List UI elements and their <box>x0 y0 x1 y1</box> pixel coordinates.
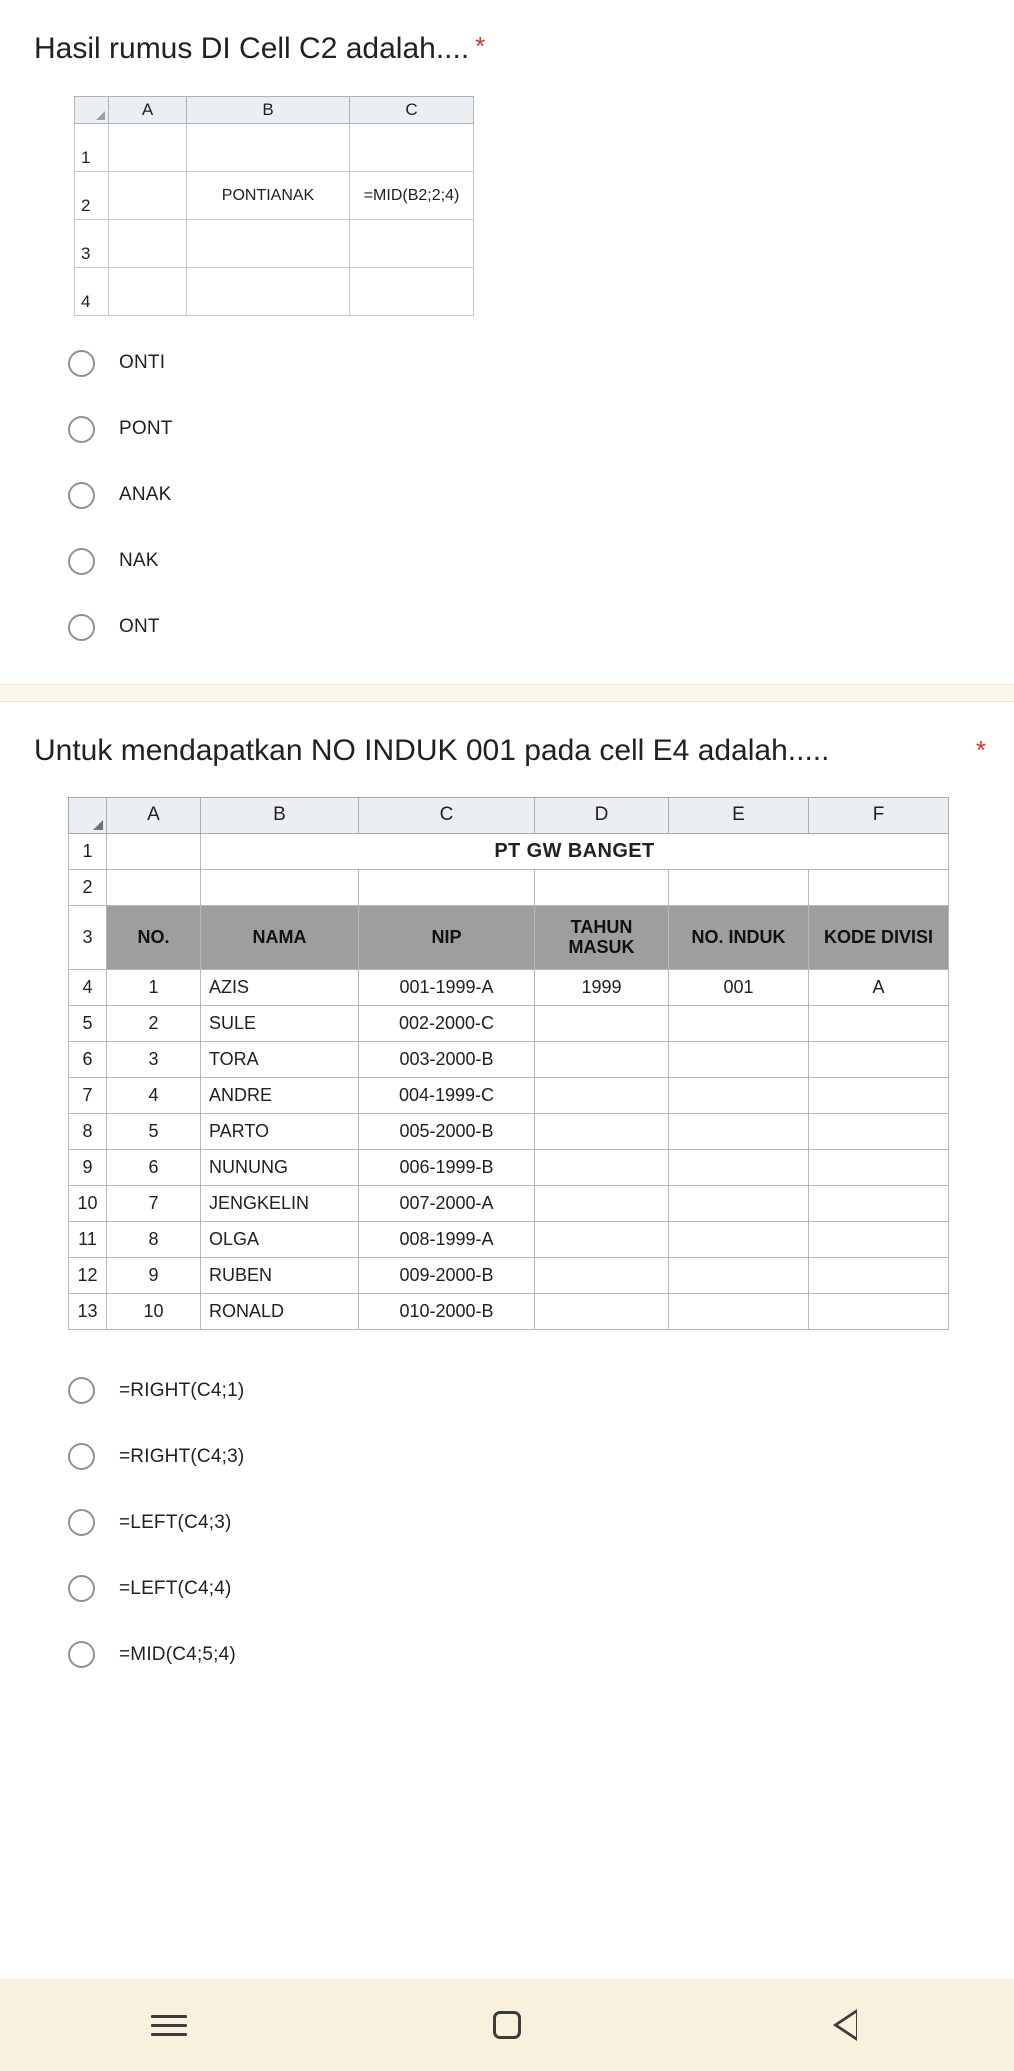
option-q1-1[interactable] <box>34 396 980 462</box>
cell-kode <box>809 1077 949 1113</box>
select-all-corner-icon-2 <box>69 797 107 833</box>
recent-apps-button[interactable] <box>109 1995 229 2055</box>
table-row <box>75 172 474 220</box>
table-row <box>69 1005 949 1041</box>
cell-kode <box>809 1257 949 1293</box>
spreadsheet-image-1 <box>74 96 980 316</box>
cell-d2 <box>535 869 669 905</box>
cell-nip: 004-1999-C <box>359 1077 535 1113</box>
question-card-1 <box>0 0 1014 684</box>
cell-tahun <box>535 1293 669 1329</box>
cell-nama: PARTO <box>201 1113 359 1149</box>
cell-f2 <box>809 869 949 905</box>
cell-nama: JENGKELIN <box>201 1185 359 1221</box>
radio-icon[interactable] <box>68 1377 95 1404</box>
option-q1-0[interactable] <box>34 330 980 396</box>
column-header-c: C <box>350 97 474 124</box>
radio-icon[interactable] <box>68 350 95 377</box>
cell-kode <box>809 1113 949 1149</box>
cell-a2 <box>109 172 187 220</box>
triangle-back-icon[interactable] <box>833 2009 857 2041</box>
cell-kode: A <box>809 969 949 1005</box>
cell-tahun <box>535 1005 669 1041</box>
option-q1-2[interactable] <box>34 462 980 528</box>
row-header-6: 6 <box>69 1041 107 1077</box>
cell-nama: RUBEN <box>201 1257 359 1293</box>
answer-options-1 <box>34 330 980 666</box>
cell-nip: 003-2000-B <box>359 1041 535 1077</box>
table-row <box>69 1221 949 1257</box>
spreadsheet-1-header-row <box>75 97 474 124</box>
row-header-8: 8 <box>69 1113 107 1149</box>
cell-nama: RONALD <box>201 1293 359 1329</box>
option-q1-3[interactable] <box>34 528 980 594</box>
table-row <box>75 124 474 172</box>
option-q2-0[interactable] <box>34 1358 980 1424</box>
question-title-2 <box>34 732 986 770</box>
cell-no: 2 <box>107 1005 201 1041</box>
cell-no: 1 <box>107 969 201 1005</box>
table-row <box>75 220 474 268</box>
cell-kode <box>809 1293 949 1329</box>
navbar-spacer <box>0 1712 1014 1804</box>
column-header-a: A <box>109 97 187 124</box>
spreadsheet-table-2 <box>68 797 949 1330</box>
cell-a1 <box>109 124 187 172</box>
cell-nip: 008-1999-A <box>359 1221 535 1257</box>
cell-nama: OLGA <box>201 1221 359 1257</box>
table-row <box>69 1041 949 1077</box>
cell-nip: 009-2000-B <box>359 1257 535 1293</box>
option-label: =RIGHT(C4;1) <box>119 1379 245 1401</box>
back-button[interactable] <box>785 1995 905 2055</box>
row-header-13: 13 <box>69 1293 107 1329</box>
cell-induk <box>669 1005 809 1041</box>
cell-nip: 005-2000-B <box>359 1113 535 1149</box>
cell-c4 <box>350 268 474 316</box>
cell-b2: PONTIANAK <box>187 172 350 220</box>
cell-tahun <box>535 1257 669 1293</box>
option-q2-3[interactable] <box>34 1556 980 1622</box>
cell-induk <box>669 1257 809 1293</box>
cell-induk <box>669 1149 809 1185</box>
row-header-4: 4 <box>75 268 109 316</box>
cell-kode <box>809 1185 949 1221</box>
cell-b1 <box>187 124 350 172</box>
cell-nip: 001-1999-A <box>359 969 535 1005</box>
select-all-corner-icon <box>75 97 109 124</box>
cell-tahun <box>535 1185 669 1221</box>
option-label: =RIGHT(C4;3) <box>119 1445 245 1467</box>
cell-nama: SULE <box>201 1005 359 1041</box>
option-label: ONT <box>119 616 160 638</box>
cell-no: 3 <box>107 1041 201 1077</box>
radio-icon[interactable] <box>68 1509 95 1536</box>
table-header-row <box>69 905 949 969</box>
column-header-a: A <box>107 797 201 833</box>
row-header-9: 9 <box>69 1149 107 1185</box>
spreadsheet-2-header-row <box>69 797 949 833</box>
header-nip: NIP <box>359 905 535 969</box>
cell-a2 <box>107 869 201 905</box>
row-header-3: 3 <box>69 905 107 969</box>
cell-induk <box>669 1077 809 1113</box>
spreadsheet-clipped-edge <box>68 1330 1014 1344</box>
cell-b2 <box>201 869 359 905</box>
cell-nip: 010-2000-B <box>359 1293 535 1329</box>
cell-c2 <box>359 869 535 905</box>
cell-no: 8 <box>107 1221 201 1257</box>
cell-nama: ANDRE <box>201 1077 359 1113</box>
option-q2-1[interactable] <box>34 1424 980 1490</box>
hamburger-icon[interactable] <box>151 2009 187 2042</box>
cell-kode <box>809 1149 949 1185</box>
cell-kode <box>809 1221 949 1257</box>
cell-induk <box>669 1293 809 1329</box>
cell-no: 5 <box>107 1113 201 1149</box>
cell-nip: 002-2000-C <box>359 1005 535 1041</box>
row-header-11: 11 <box>69 1221 107 1257</box>
question-1-text: Hasil rumus DI Cell C2 adalah.... <box>34 32 470 65</box>
question-card-2 <box>0 702 1014 1711</box>
cell-no: 9 <box>107 1257 201 1293</box>
radio-icon[interactable] <box>68 416 95 443</box>
row-header-2: 2 <box>69 869 107 905</box>
row-header-10: 10 <box>69 1185 107 1221</box>
cell-induk <box>669 1113 809 1149</box>
spreadsheet-table-1 <box>74 96 474 316</box>
radio-icon[interactable] <box>68 614 95 641</box>
row-header-3: 3 <box>75 220 109 268</box>
table-row <box>69 1293 949 1329</box>
option-q1-4[interactable] <box>34 594 980 660</box>
cell-tahun <box>535 1077 669 1113</box>
radio-icon[interactable] <box>68 548 95 575</box>
cell-no: 10 <box>107 1293 201 1329</box>
cell-c3 <box>350 220 474 268</box>
cell-a1 <box>107 833 201 869</box>
cell-nip: 007-2000-A <box>359 1185 535 1221</box>
table-row <box>69 833 949 869</box>
question-divider <box>0 684 1014 702</box>
table-row <box>69 1149 949 1185</box>
cell-nama: TORA <box>201 1041 359 1077</box>
cell-induk: 001 <box>669 969 809 1005</box>
required-asterisk-2: * <box>975 735 986 766</box>
header-tahun-masuk: TAHUN MASUK <box>535 905 669 969</box>
option-q2-4[interactable] <box>34 1622 980 1688</box>
cell-b3 <box>187 220 350 268</box>
header-kode-divisi: KODE DIVISI <box>809 905 949 969</box>
table-row <box>69 1257 949 1293</box>
cell-c1 <box>350 124 474 172</box>
header-no: NO. <box>107 905 201 969</box>
radio-icon[interactable] <box>68 1575 95 1602</box>
cell-tahun <box>535 1041 669 1077</box>
table-row <box>69 969 949 1005</box>
cell-tahun <box>535 1113 669 1149</box>
cell-induk <box>669 1041 809 1077</box>
row-header-1: 1 <box>75 124 109 172</box>
system-navigation-bar <box>0 1979 1014 2071</box>
cell-no: 6 <box>107 1149 201 1185</box>
cell-kode <box>809 1041 949 1077</box>
question-title-1 <box>34 30 980 68</box>
option-label: PONT <box>119 418 173 440</box>
cell-c2: =MID(B2;2;4) <box>350 172 474 220</box>
table-row <box>69 1077 949 1113</box>
answer-options-2 <box>34 1358 980 1694</box>
column-header-c: C <box>359 797 535 833</box>
radio-icon[interactable] <box>68 482 95 509</box>
row-header-7: 7 <box>69 1077 107 1113</box>
cell-nama: AZIS <box>201 969 359 1005</box>
header-no-induk: NO. INDUK <box>669 905 809 969</box>
option-label: NAK <box>119 550 159 572</box>
table-row <box>75 268 474 316</box>
cell-a4 <box>109 268 187 316</box>
cell-no: 4 <box>107 1077 201 1113</box>
cell-tahun: 1999 <box>535 969 669 1005</box>
cell-b4 <box>187 268 350 316</box>
cell-tahun <box>535 1149 669 1185</box>
row-header-4: 4 <box>69 969 107 1005</box>
column-header-f: F <box>809 797 949 833</box>
cell-nip: 006-1999-B <box>359 1149 535 1185</box>
table-row <box>69 1113 949 1149</box>
cell-induk <box>669 1185 809 1221</box>
table-row <box>69 1185 949 1221</box>
cell-tahun <box>535 1221 669 1257</box>
option-q2-2[interactable] <box>34 1490 980 1556</box>
row-header-12: 12 <box>69 1257 107 1293</box>
option-label: =LEFT(C4;4) <box>119 1577 232 1599</box>
square-home-icon[interactable] <box>493 2011 521 2039</box>
column-header-e: E <box>669 797 809 833</box>
table-row <box>69 869 949 905</box>
option-label: ANAK <box>119 484 172 506</box>
spreadsheet-image-2 <box>68 797 1014 1344</box>
home-button[interactable] <box>447 1995 567 2055</box>
header-nama: NAMA <box>201 905 359 969</box>
option-label: =MID(C4;5;4) <box>119 1643 236 1665</box>
cell-kode <box>809 1005 949 1041</box>
cell-induk <box>669 1221 809 1257</box>
option-label: =LEFT(C4;3) <box>119 1511 232 1533</box>
radio-icon[interactable] <box>68 1641 95 1668</box>
row-header-2: 2 <box>75 172 109 220</box>
radio-icon[interactable] <box>68 1443 95 1470</box>
row-header-1: 1 <box>69 833 107 869</box>
cell-e2 <box>669 869 809 905</box>
column-header-d: D <box>535 797 669 833</box>
cell-nama: NUNUNG <box>201 1149 359 1185</box>
row-header-5: 5 <box>69 1005 107 1041</box>
option-label: ONTI <box>119 352 166 374</box>
cell-a3 <box>109 220 187 268</box>
column-header-b: B <box>187 97 350 124</box>
cell-no: 7 <box>107 1185 201 1221</box>
question-2-text: Untuk mendapatkan NO INDUK 001 pada cell E4 adalah..... <box>34 734 830 768</box>
sheet-title-cell: PT GW BANGET <box>201 833 949 869</box>
column-header-b: B <box>201 797 359 833</box>
required-asterisk-1: * <box>475 31 486 61</box>
